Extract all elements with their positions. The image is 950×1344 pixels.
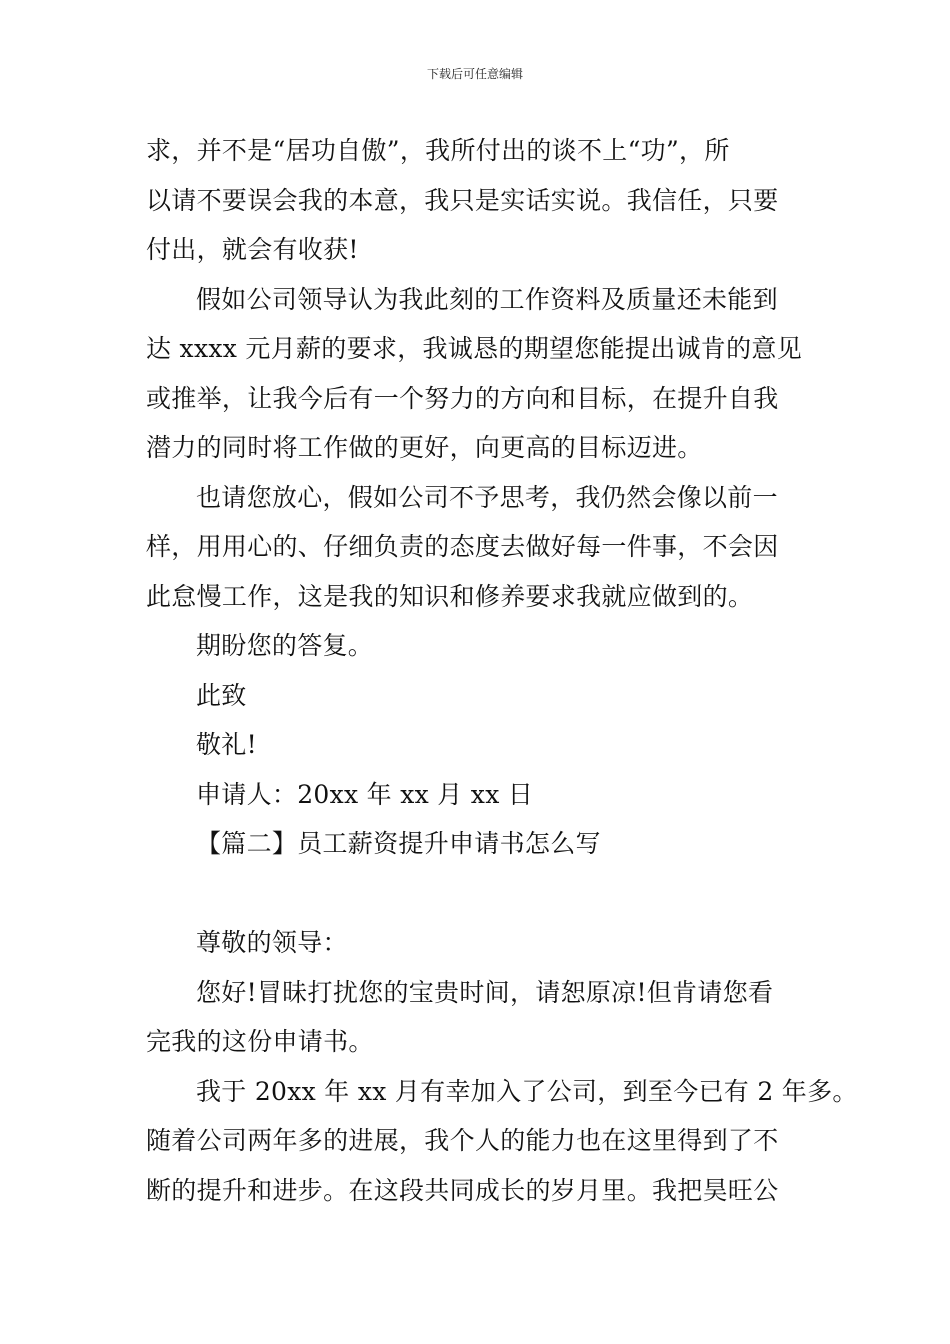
text-line: 或推举，让我今后有一个努力的方向和目标，在提升自我 xyxy=(146,383,779,413)
document-body xyxy=(146,126,858,1215)
signature-line: 申请人：20xx 年 xx 月 xx 日 xyxy=(196,779,534,809)
salutation-line: 此致 xyxy=(196,680,247,710)
closing-line: 期盼您的答复。 xyxy=(196,631,374,660)
paragraph-first-line: 也请您放心，假如公司不予思考，我仍然会像以前一 xyxy=(196,482,778,512)
paragraph-first-line: 我于 20xx 年 xx 月有幸加入了公司，到至今已有 2 年多。 xyxy=(196,1076,858,1106)
section-heading: 【篇二】员工薪资提升申请书怎么写 xyxy=(196,829,601,858)
text-line: 断的提升和进步。在这段共同成长的岁月里。我把昊旺公 xyxy=(146,1175,779,1205)
paragraph-first-line: 假如公司领导认为我此刻的工作资料及质量还未能到 xyxy=(196,284,778,314)
blank-line xyxy=(146,869,808,919)
text-line: 达 xxxx 元月薪的要求，我诚恳的期望您能提出诚肯的意见 xyxy=(146,334,802,363)
text-line: 潜力的同时将工作做的更好，向更高的目标迈进。 xyxy=(146,433,703,462)
page-header-note: 下载后可任意编辑 xyxy=(426,67,523,81)
text-line: 随着公司两年多的进展，我个人的能力也在这里得到了不 xyxy=(146,1126,779,1155)
text-line: 样，用用心的、仔细负责的态度去做好每一件事，不会因 xyxy=(146,532,779,561)
text-line: 完我的这份申请书。 xyxy=(146,1027,374,1056)
paragraph-first-line: 您好!冒昧打扰您的宝贵时间，请恕原凉!但肯请您看 xyxy=(196,977,774,1007)
greeting-line: 尊敬的领导： xyxy=(196,928,348,957)
text-line: 求，并不是“居功自傲”，我所付出的谈不上“功”，所 xyxy=(146,136,730,165)
text-line: 以请不要误会我的本意，我只是实话实说。我信任，只要 xyxy=(146,185,779,215)
text-line: 付出，就会有收获! xyxy=(146,235,359,264)
salutation-line: 敬礼! xyxy=(196,730,257,759)
text-line: 此怠慢工作，这是我的知识和修养要求我就应做到的。 xyxy=(146,581,754,611)
